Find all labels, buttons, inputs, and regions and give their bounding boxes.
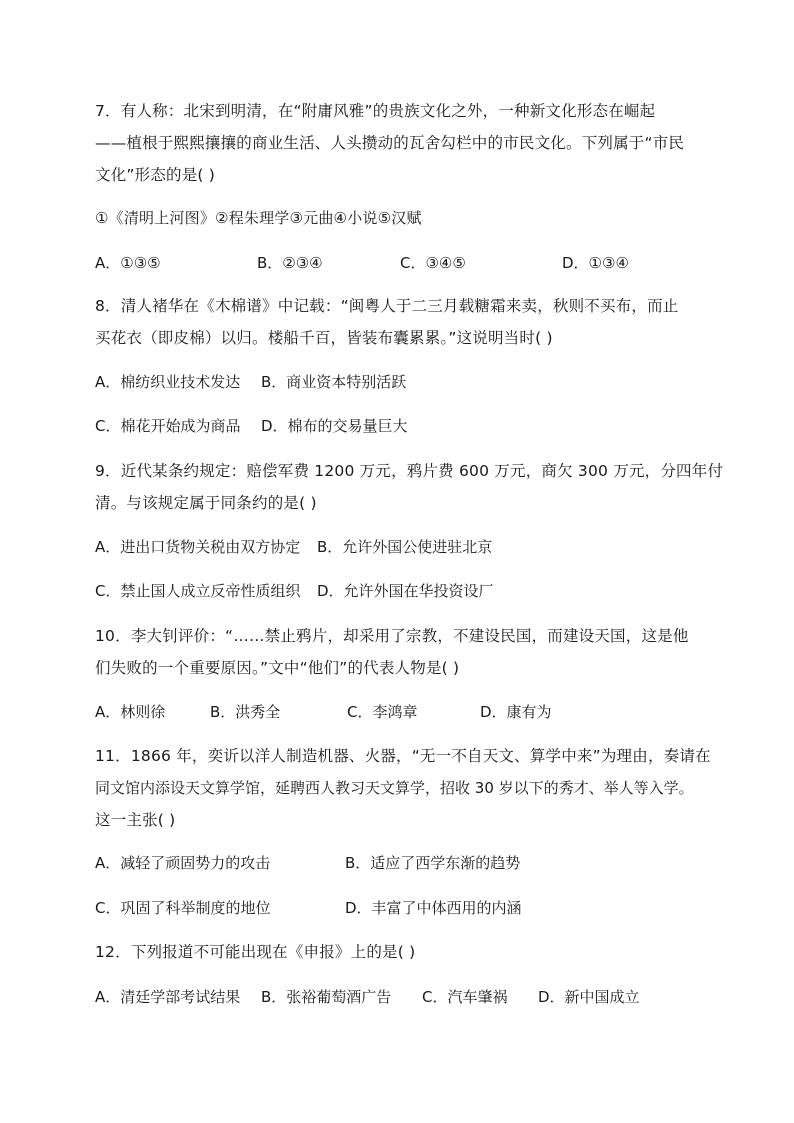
option-a[interactable]: A．林则徐 (95, 703, 166, 721)
question-8-text-line-1: 8．清人褚华在《木棉谱》中记载：“闽粤人于二三月载糖霜来卖，秋则不买布，而止 (95, 297, 679, 315)
question-10-text-line-2: 们失败的一个重要原因。”文中“他们”的代表人物是( ) (95, 659, 460, 677)
option-a[interactable]: A．进出口货物关税由双方协定 (95, 538, 301, 556)
question-8-text-line-2: 买花衣（即皮棉）以归。楼船千百，皆装布囊累累。”这说明当时( ) (95, 329, 553, 347)
option-b[interactable]: B．允许外国公使进驻北京 (317, 538, 493, 556)
option-a[interactable]: A．①③⑤ (95, 254, 161, 272)
option-a[interactable]: A．清廷学部考试结果 (95, 988, 241, 1006)
question-8-options-row-2 (95, 416, 735, 436)
option-d[interactable]: D．①③④ (562, 254, 629, 272)
option-d[interactable]: D．康有为 (480, 703, 552, 721)
question-11-options-row-2 (95, 898, 735, 918)
question-7-items: ①《清明上河图》②程朱理学③元曲④小说⑤汉赋 (95, 209, 422, 227)
option-c[interactable]: C．汽车肇祸 (422, 988, 508, 1006)
option-d[interactable]: D．新中国成立 (538, 988, 640, 1006)
question-10-options (95, 702, 735, 722)
question-9-options-row-2 (95, 581, 735, 601)
question-9-text-line-2: 清。与该规定属于同条约的是( ) (95, 494, 317, 512)
question-12-options (95, 987, 735, 1007)
question-8-options-row-1 (95, 372, 735, 392)
option-d[interactable]: D．丰富了中体西用的内涵 (345, 899, 522, 917)
option-c[interactable]: C．棉花开始成为商品 (95, 417, 241, 435)
question-7-text-line-2: ——植根于熙熙攘攘的商业生活、人头攒动的瓦舍勾栏中的市民文化。下列属于“市民 (95, 134, 685, 152)
option-c[interactable]: C．巩固了科举制度的地位 (95, 899, 271, 917)
option-d[interactable]: D．允许外国在华投资设厂 (317, 582, 494, 600)
option-d[interactable]: D．棉布的交易量巨大 (261, 417, 408, 435)
question-12-text-line-1: 12．下列报道不可能出现在《申报》上的是( ) (95, 943, 416, 961)
option-b[interactable]: B．洪秀全 (210, 703, 281, 721)
option-c[interactable]: C．李鸿章 (347, 703, 418, 721)
option-c[interactable]: C．③④⑤ (400, 254, 466, 272)
question-11-text-line-2: 同文馆内添设天文算学馆，延聘西人教习天文算学，招收 30 岁以下的秀才、举人等入学。 (95, 779, 694, 797)
question-7-text-line-3: 文化”形态的是( ) (95, 166, 216, 184)
question-9-text-line-1: 9．近代某条约规定：赔偿军费 1200 万元，鸦片费 600 万元，商欠 300 万元，分四年付 (95, 462, 724, 480)
option-b[interactable]: B．②③④ (257, 254, 323, 272)
option-b[interactable]: B．适应了西学东渐的趋势 (345, 854, 521, 872)
option-b[interactable]: B．张裕葡萄酒广告 (261, 988, 392, 1006)
question-11-text-line-1: 11．1866 年，奕䜣以洋人制造机器、火器，“无一不自天文、算学中来”为理由，奏请在 (95, 747, 711, 765)
option-b[interactable]: B．商业资本特别活跃 (261, 373, 407, 391)
question-11-text-line-3: 这一主张( ) (95, 811, 176, 829)
question-7-options (95, 253, 735, 273)
question-9-options-row-1 (95, 537, 735, 557)
question-11-options-row-1 (95, 853, 735, 873)
option-a[interactable]: A．棉纺织业技术发达 (95, 373, 241, 391)
question-10-text-line-1: 10．李大钊评价：“……禁止鸦片，却采用了宗教，不建设民国，而建设天国，这是他 (95, 627, 689, 645)
question-7-text-line-1: 7．有人称：北宋到明清，在“附庸风雅”的贵族文化之外，一种新文化形态在崛起 (95, 102, 656, 120)
option-a[interactable]: A．减轻了顽固势力的攻击 (95, 854, 271, 872)
option-c[interactable]: C．禁止国人成立反帝性质组织 (95, 582, 301, 600)
